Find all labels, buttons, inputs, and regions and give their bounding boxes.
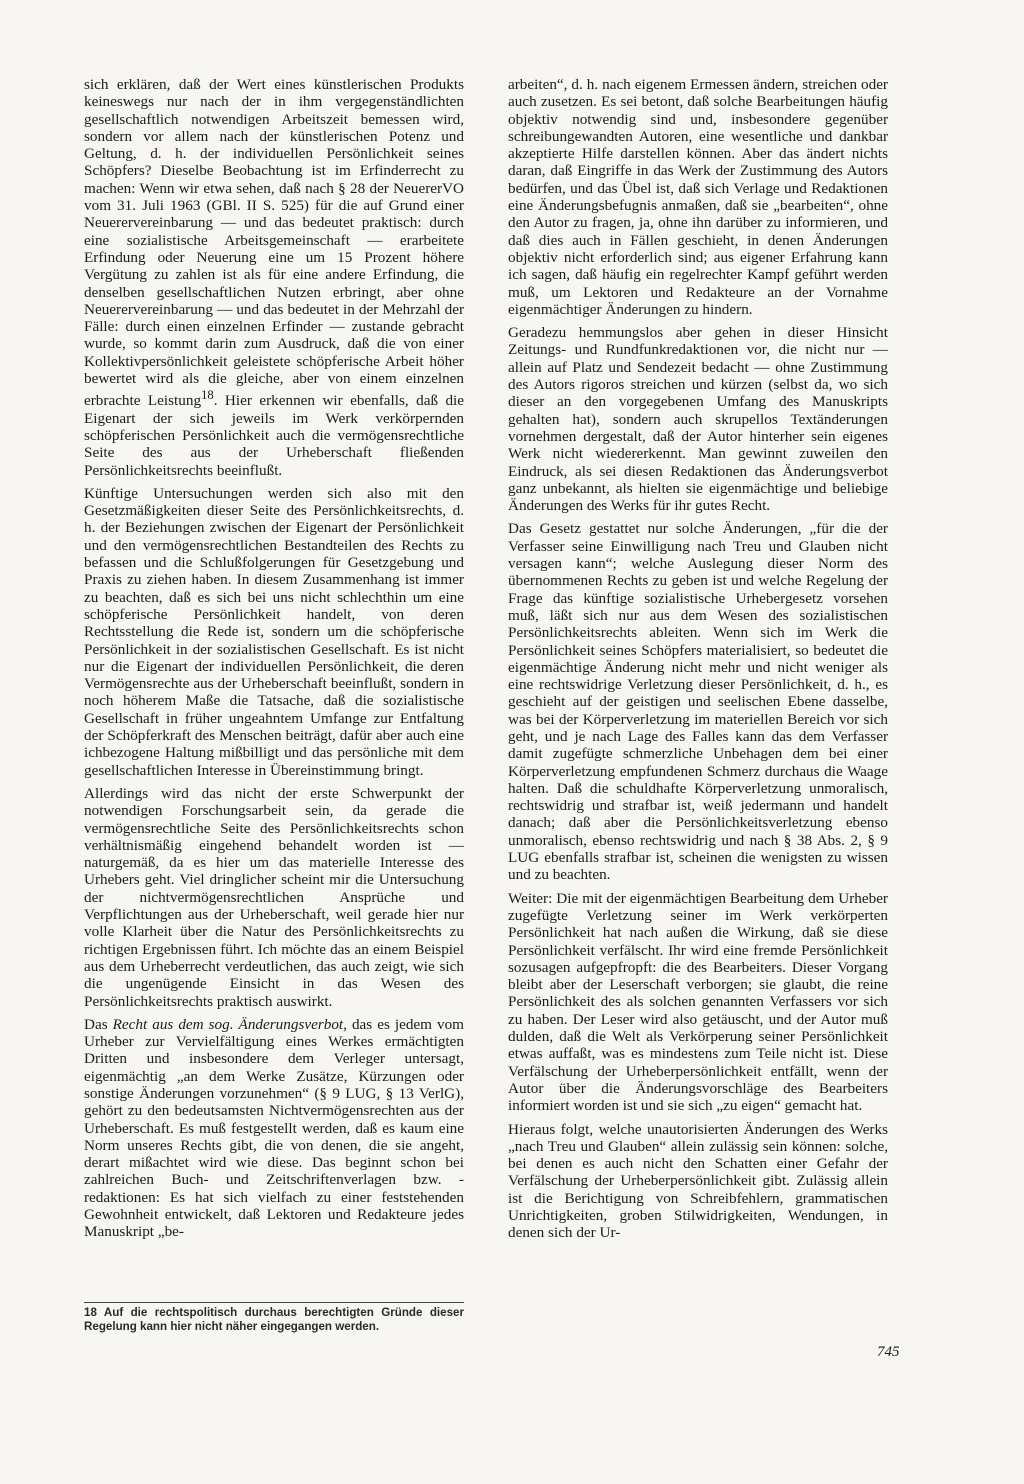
paragraph: Hieraus folgt, welche unautorisierten Änderungen des Werks „nach Treu und Glauben“ allein zulässig sein können: solche, bei denen es auch nicht den Schatten einer Gefahr der Verfälschung der Urheberpersönlichkeit gibt. Zulässig allein ist die Berichtigung von Schreibfehlern, grammatischen Unrichtigkeiten, groben Stilwidrigkeiten, Wendungen, in denen sich der Ur- [508, 1120, 888, 1242]
paragraph: Das Gesetz gestattet nur solche Änderungen, „für die der Verfasser seine Einwilligung nach Treu und Glauben nicht versagen kann“; welche Auslegung dieser Norm des übernommenen Rechts zu geben ist und welche Regelung der Frage das künftige sozialistische Urhebergesetz vorsehen muß, läßt sich nur aus dem Wesen des sozialistischen Persönlichkeitsrechts ableiten. Wenn sich im Werk die Persönlichkeit seines Schöpfers materialisiert, so bedeutet die eigenmächtige Änderung nicht mehr und nicht weniger als eine rechtswidrige Verletzung dieser Persönlichkeit, d. h., es geschieht auf der geistigen und seelischen Ebene dasselbe, was bei der Körperverletzung im materiellen Bereich vor sich geht, und je nach Lage des Falles kann das dem Verfasser damit zugefügte schmerzliche Unbehagen dem bei einer Körperverletzung empfundenen Schmerz durchaus die Waage halten. Daß die schuldhafte Körperverletzung unmoralisch, rechtswidrig und strafbar ist, weiß jedermann und handelt danach; daß aber die Persönlichkeitsverletzung ebenso unmoralisch, ebenso rechtswidrig und nach § 38 Abs. 2, § 9 LUG ebenfalls strafbar ist, scheinen die wenigsten zu wissen und zu beachten. [508, 520, 888, 884]
footnote-18: 18 Auf die rechtspolitisch durchaus berechtigten Gründe dieser Regelung kann hier nicht näher eingegangen werden. [84, 1306, 464, 1333]
paragraph-text: Das [84, 1015, 113, 1033]
paragraph-text: das es jedem vom Urheber zur Vervielfältigung eines Werkes ermächtigten Dritten und insbesondere dem Verleger untersagt, eigenmächtig „an dem Werke Zusätze, Kürzungen oder sonstige Änderungen vorzunehmen“ (§ 9 LUG, § 13 VerlG), gehört zu den bedeutsamsten Nichtvermögensrechten aus der Urheberschaft. Es muß festgestellt werden, daß es kaum eine Norm unseres Rechts gibt, die von denen, die sie angeht, derart mißachtet wird wie diese. Das beginnt schon bei zahlreichen Buch- und Zeitschriftenverlagen bzw. -redaktionen: Es hat sich vielfach zu einer feststehenden Gewohnheit entwickelt, daß Lektoren und Redakteure jedes Manuskript „be- [84, 1015, 464, 1241]
paragraph: Allerdings wird das nicht der erste Schwerpunkt der notwendigen Forschungsarbeit sein, da gerade die vermögensrechtliche Seite des Persönlichkeitsrechts schon verhältnismäßig eingehend behandelt worden ist — naturgemäß, da es hier um das materielle Interesse des Urhebers geht. Viel dringlicher scheint mir die Untersuchung der nichtvermögensrechtlichen Ansprüche und Verpflichtungen aus der Urheberschaft, weil gerade hier nur volle Klarheit über die Natur des Persönlichkeitsrechts zu richtigen Ergebnissen führt. Ich möchte das an einem Beispiel aus dem Urheberrecht verdeutlichen, das auch zeigt, wie sich die ungenügende Einsicht in das Wesen des Persönlichkeitsrechts praktisch auswirkt. [84, 784, 464, 1010]
paragraph: Künftige Untersuchungen werden sich also mit den Gesetzmäßigkeiten dieser Seite des Persönlichkeitsrechts, d. h. der Beziehungen zwischen der Eigenart der Persönlichkeit und den vermögensrechtlichen Bestandteilen des Rechts zu befassen und die Schlußfolgerungen für Gesetzgebung und Praxis zu ziehen haben. In diesem Zusammenhang ist immer zu beachten, daß es sich bei uns nicht schlechthin um eine schöpferische Persönlichkeit handelt, von deren Rechtsstellung die Rede ist, sondern um die schöpferische Persönlichkeit in der sozialistischen Gesellschaft. Es ist nicht nur die Eigenart der individuellen Persönlichkeit, die deren Vermögensrechte aus der Urheberschaft beeinflußt, sondern in noch höherem Maße die Tatsache, daß die sozialistische Gesellschaft in früher ungeahntem Umfange zur Entfaltung der Schöpferkraft des Menschen beiträgt, dafür aber auch eine ichbezogene Haltung mißbilligt und das persönliche mit dem gesellschaftlichen Interesse in Übereinstimmung bringt. [84, 484, 464, 779]
paragraph-text: sich erklären, daß der Wert eines künstlerischen Produkts keineswegs nur nach der in ihm vergegenständlichten gesellschaftlich notwendigen Arbeitszeit bemessen wird, sondern vor allem nach der künstlerischen Potenz und Geltung, d. h. der individuellen Persönlichkeit seines Schöpfers? Dieselbe Beobachtung ist im Erfinderrecht zu machen: Wenn wir etwa sehen, daß nach § 28 der NeuererVO vom 31. Juli 1963 (GBl. II S. 525) für die auf Grund einer Neuerervereinbarung — und das bedeutet praktisch: durch eine sozialistische Arbeitsgemeinschaft — erarbeitete Erfindung oder Neuerung eine um 15 Prozent höhere Vergütung zu zahlen ist als für eine andere Erfindung, die denselben gesellschaftlichen Nutzen erbringt, aber ohne Neuerervereinbarung — und das bedeutet in der Mehrzahl der Fälle: durch einen einzelnen Erfinder — zustande gebracht wurde, so kommt darin zum Ausdruck, daß die von einer Kollektivpersönlichkeit geleistete schöpferische Arbeit höher bewertet wird als die gleiche, aber von einem einzelnen erbrachte Leistung [84, 76, 464, 410]
footnote-ref[interactable]: 18 [201, 388, 214, 403]
page-number: 745 [877, 1344, 900, 1360]
paragraph [84, 1016, 464, 1241]
paragraph: arbeiten“, d. h. nach eigenem Ermessen ändern, streichen oder auch zusetzen. Es sei betont, daß solche Bearbeitungen häufig objektiv notwendig sind und, insbesondere gegenüber schreibungewandten Autoren, eine wesentliche und dankbar akzeptierte Hilfe darstellen können. Aber das ändert nichts daran, daß Eingriffe in das Werk der Zustimmung des Autors bedürfen, und das Übel ist, daß sich Verlage und Redaktionen eine Änderungsbefugnis anmaßen, daß sie „bearbeiten“, ohne den Autor zu fragen, ja, ohne ihn darüber zu informieren, und daß dies auch in Fällen geschieht, in denen Änderungen objektiv nicht erforderlich sind; aus eigener Erfahrung kann ich sagen, daß häufig ein regelrechter Kampf geführt werden muß, um Lektoren und Redakteure an der Vornahme eigenmächtiger Änderungen zu hindern. [508, 76, 888, 318]
paragraph [84, 76, 464, 479]
emphasis-term: Recht aus dem sog. Änderungsverbot, [112, 1015, 347, 1033]
paragraph: Geradezu hemmungslos aber gehen in dieser Hinsicht Zeitungs- und Rundfunkredaktionen vor, die nicht nur — allein auf Platz und Sendezeit bedacht — ohne Zustimmung des Autors rigoros streichen und kürzen (selbst da, wo sich dieser an den vorgegebenen Umfang des Manuskripts gehalten hat), sondern auch skrupellos Textänderungen vornehmen dergestalt, daß der Autor hinterher sein eigenes Werk nicht wiedererkennt. Man gewinnt zuweilen den Eindruck, als sei diesen Redaktionen das Änderungsverbot ganz unbekannt, als hielten sie eigenmächtige und beliebige Änderungen des Werks für ihr gutes Recht. [508, 324, 888, 515]
paragraph-text: . Hier erkennen wir ebenfalls, daß die Eigenart der sich jeweils im Werk verkörpernden schöpferischen Persönlichkeit auch die vermögensrechtliche Seite des aus der Urheberschaft fließenden Persönlichkeitsrechts beeinflußt. [84, 392, 465, 479]
paragraph: Weiter: Die mit der eigenmächtigen Bearbeitung dem Urheber zugefügte Verletzung seiner im Werk verkörperten Persönlichkeit hat nach außen die Wirkung, daß sie diese Persönlichkeit verfälscht. Ihr wird eine fremde Persönlichkeit sozusagen aufgepfropft: die des Bearbeiters. Dieser Vorgang bleibt aber der Leserschaft verborgen; sie glaubt, die reine Persönlichkeit des als solchen genannten Verfassers vor sich zu haben. Der Leser wird also getäuscht, und der Autor muß dulden, daß die Welt als Verkörperung seiner Persönlichkeit etwas auffaßt, was es mindestens zum Teile nicht ist. Diese Verfälschung der Urheberpersönlichkeit entfällt, wenn der Autor über die Änderungsvorschläge des Bearbeiters informiert worden ist und sie sich „zu eigen“ gemacht hat. [508, 889, 888, 1115]
footnote-area [84, 1302, 464, 1334]
right-column [508, 76, 888, 1248]
left-column [84, 76, 464, 1247]
